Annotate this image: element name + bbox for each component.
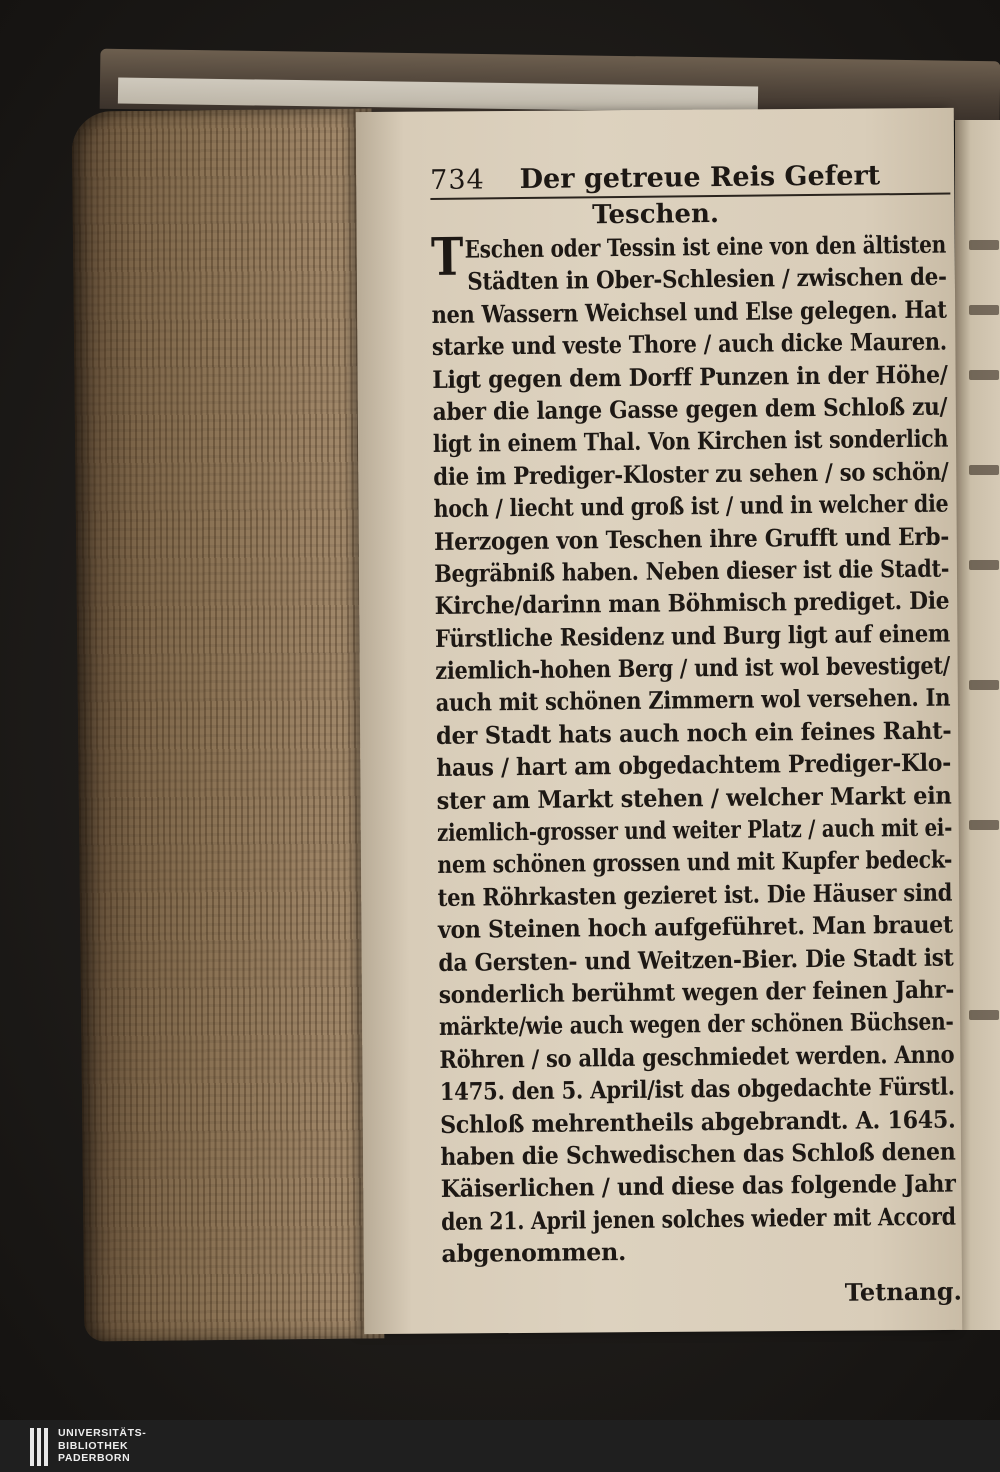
text-line: starke und veste Thore / auch dicke Mauren. [431,326,947,362]
library-footer-bar [0,1420,1000,1472]
text-line: hoch / liecht und groß ist / und in welcher die [433,488,949,524]
text-line: von Steinen hoch aufgeführet. Man brauet [437,909,953,945]
running-head: Der getreue Reis Gefert [519,160,881,196]
page-header [430,155,950,200]
text-line: den 21. April jenen solches wieder mit Accord [440,1201,956,1236]
text-line: haben die Schwedischen das Schloß denen [440,1136,956,1171]
page-number: 734 [430,164,485,196]
text-line: abgenommen. [441,1237,627,1269]
text-line: nem schönen grossen und mit Kupfer bedeck- [437,844,953,880]
text-line: nen Wassern Weichsel und Else gelegen. Hat [431,294,947,329]
text-line: der Stadt hats auch noch ein feines Raht- [435,715,952,750]
text-line: Ligt gegen dem Dorff Punzen in der Höhe/ [432,359,948,394]
text-line: Käiserlichen / und diese das folgende Jahr [440,1168,956,1204]
text-line: auch mit schönen Zimmern wol versehen. In [435,683,951,718]
text-line: aber die lange Gasse gegen dem Schloß zu/ [432,391,948,426]
catchword: Tetnang. [844,1276,963,1307]
text-line: 1475. den 5. April/ist das obgedachte Fürstl. [439,1071,955,1107]
body-text [430,226,962,1271]
text-line: Herzogen von Teschen ihre Grufft und Erb- [433,521,950,556]
text-line: Städten in Ober-Schlesien / zwischen de- [467,261,947,297]
text-line: Fürstliche Residenz und Burg ligt auf einem [434,618,951,653]
text-line: ligt in einem Thal. Von Kirchen ist sonderlich [432,423,949,459]
text-line: ster am Markt stehen / welcher Markt ein [436,780,952,815]
text-line: die im Prediger-Kloster zu sehen / so schön/ [433,456,949,491]
text-line: T Eschen oder Tessin ist eine von den ältisten [430,226,947,288]
text-line: ten Röhrkasten gezieret ist. Die Häuser sind [437,877,953,912]
library-name-line: PADERBORN [58,1452,131,1464]
drop-cap: T [430,226,464,288]
next-page-edge [955,120,1000,1330]
library-logo-icon [30,1428,48,1466]
library-name [58,1427,146,1465]
text-line: Begräbniß haben. Neben dieser ist die Stadt- [434,553,950,588]
library-name-line: BIBLIOTHEK [58,1439,129,1452]
text-line: Kirche/darinn man Böhmisch prediget. Die [434,585,950,621]
text-line: da Gersten- und Weitzen-Bier. Die Stadt ist [438,942,954,977]
library-name-line: UNIVERSITÄTS- [58,1427,147,1439]
section-title: Teschen. [592,198,720,231]
text-line: ziemlich-grosser und weiter Platz / auch mit ei- [436,812,953,847]
text-line: haus / hart am obgedachtem Prediger-Klo- [436,747,952,783]
text-line: Schloß mehrentheils abgebrandt. A. 1645. [439,1104,956,1139]
page-text-block [430,155,963,1307]
text-line: ziemlich-hohen Berg / und ist wol bevestiget/ [435,650,951,686]
book-page-edges [72,108,385,1341]
text-line: märkte/wie auch wegen der schönen Büchsen- [438,1006,954,1042]
text-line: Röhren / so allda geschmiedet werden. Anno [439,1039,955,1074]
text-line: sonderlich berühmt wegen der feinen Jahr- [438,974,955,1009]
